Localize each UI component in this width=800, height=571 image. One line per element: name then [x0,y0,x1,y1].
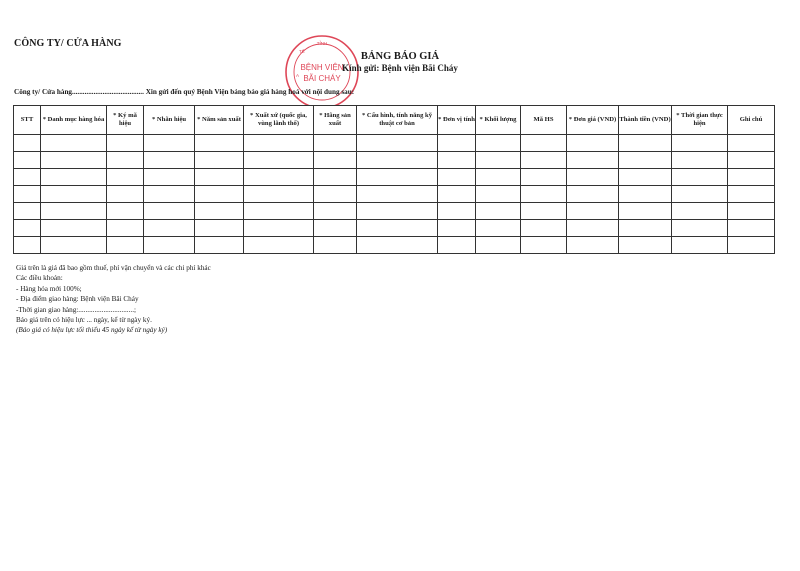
table-row [14,186,775,203]
table-cell [357,135,438,152]
table-cell [521,186,567,203]
table-cell [244,169,314,186]
term-validity-minimum: (Báo giá có hiệu lực tối thiểu 45 ngày kể từ ngày ký) [16,326,168,335]
table-cell [314,203,357,220]
table-cell [438,220,476,237]
table-cell [14,135,41,152]
table-cell [672,220,728,237]
table-cell [728,135,775,152]
table-cell [728,186,775,203]
terms-heading: Các điều khoản: [16,274,63,283]
table-cell [195,237,244,254]
table-cell [521,237,567,254]
table-cell [476,135,521,152]
table-cell [244,152,314,169]
table-cell [619,186,672,203]
table-body [14,135,775,254]
table-cell [107,203,144,220]
table-cell [357,220,438,237]
quotation-table [13,105,775,254]
table-cell [619,169,672,186]
table-cell [672,135,728,152]
svg-text:BỆNH VIỆN: BỆNH VIỆN [300,63,344,72]
table-header-row [14,106,775,135]
table-cell [14,203,41,220]
table-cell [41,152,107,169]
column-header-hs-code: Mã HS [521,106,567,135]
table-cell [244,186,314,203]
table-cell [438,203,476,220]
table-cell [567,152,619,169]
table-cell [521,169,567,186]
table-cell [41,203,107,220]
table-cell [14,237,41,254]
table-cell [357,203,438,220]
table-cell [244,135,314,152]
table-cell [107,186,144,203]
table-cell [619,135,672,152]
term-validity: Báo giá trên có hiệu lực ... ngày, kể từ ngày ký. [16,316,152,325]
table-cell [672,169,728,186]
table-cell [728,169,775,186]
table-cell [438,135,476,152]
table-cell [144,152,195,169]
table-cell [357,169,438,186]
column-header-quantity: * Khối lượng [476,106,521,135]
column-header-origin: * Xuất xứ (quốc gia, vùng lãnh thổ) [244,106,314,135]
table-cell [567,220,619,237]
table-cell [619,203,672,220]
table-cell [728,237,775,254]
table-cell [476,220,521,237]
terms-notes [16,263,211,336]
table-cell [438,237,476,254]
table-cell [476,169,521,186]
table-cell [41,186,107,203]
column-header-total: Thành tiền (VND) [619,106,672,135]
price-note: Giá trên là giá đã bao gồm thuế, phí vận chuyển và các chi phí khác [16,264,211,272]
table-cell [144,220,195,237]
table-cell [357,186,438,203]
table-cell [144,203,195,220]
company-heading: CÔNG TY/ CỬA HÀNG [14,38,122,49]
document-recipient: Kính gửi: Bệnh viện Bãi Cháy [342,63,458,73]
table-cell [357,152,438,169]
table-cell [107,237,144,254]
column-header-model-code: * Ký mã hiệu [107,106,144,135]
table-cell [107,169,144,186]
table-row [14,135,775,152]
table-cell [195,135,244,152]
table-cell [314,152,357,169]
table-cell [619,152,672,169]
table-cell [619,237,672,254]
table-cell [144,135,195,152]
table-cell [144,186,195,203]
table-cell [14,186,41,203]
table-cell [619,220,672,237]
table-cell [144,237,195,254]
table-row [14,169,775,186]
table-cell [107,152,144,169]
table-cell [672,237,728,254]
table-cell [195,186,244,203]
table-cell [476,237,521,254]
table-cell [567,186,619,203]
table-cell [195,169,244,186]
table-row [14,203,775,220]
table-cell [41,135,107,152]
table-cell [521,135,567,152]
table-cell [728,203,775,220]
table-row [14,220,775,237]
table-cell [314,169,357,186]
table-cell [244,220,314,237]
intro-line: Công ty/ Cửa hàng........................................ Xin gửi đến quý Bệnh Viện bảng báo giá hàng hoá với nội dung sau: [14,88,355,96]
table-cell [567,135,619,152]
table-cell [244,237,314,254]
table-cell [314,186,357,203]
table-cell [195,203,244,220]
svg-text:BÃI CHÁY: BÃI CHÁY [303,74,341,83]
table-cell [41,220,107,237]
table-cell [107,135,144,152]
table-cell [476,152,521,169]
table-cell [521,203,567,220]
table-cell [438,169,476,186]
table-cell [672,152,728,169]
column-header-delivery-time: * Thời gian thực hiện [672,106,728,135]
table-cell [672,186,728,203]
table-cell [476,203,521,220]
column-header-brand: * Nhãn hiệu [144,106,195,135]
table-cell [14,169,41,186]
table-cell [144,169,195,186]
table-row [14,152,775,169]
table-cell [195,152,244,169]
table-cell [314,220,357,237]
term-new-goods: - Hàng hóa mới 100%; [16,284,82,293]
column-header-item-category: * Danh mục hàng hóa [41,106,107,135]
column-header-unit: * Đơn vị tính [438,106,476,135]
table-cell [672,203,728,220]
table-cell [438,186,476,203]
table-cell [438,152,476,169]
column-header-manufacturer: * Hãng sản xuất [314,106,357,135]
table-cell [728,220,775,237]
table-cell [521,220,567,237]
table-cell [195,220,244,237]
column-header-stt: STT [14,106,41,135]
svg-text:TẾ: TẾ [299,49,305,54]
table-row [14,237,775,254]
svg-text:A: A [296,73,300,78]
column-header-notes: Ghi chú [728,106,775,135]
column-header-manufacture-year: * Năm sản xuất [195,106,244,135]
term-delivery-time: -Thời gian giao hàng:...............................; [16,305,136,314]
table-cell [14,152,41,169]
table-cell [476,186,521,203]
table-cell [41,237,107,254]
table-cell [41,169,107,186]
term-delivery-location: - Địa điểm giao hàng: Bệnh viện Bãi Cháy [16,295,139,304]
column-header-specifications: * Cấu hình, tính năng kỹ thuật cơ bản [357,106,438,135]
table-cell [728,152,775,169]
table-cell [567,203,619,220]
table-cell [314,237,357,254]
svg-text:TỈNH: TỈNH [316,41,328,46]
table-cell [244,203,314,220]
table-cell [357,237,438,254]
table-cell [567,169,619,186]
table-cell [14,220,41,237]
table-cell [107,220,144,237]
table-cell [314,135,357,152]
column-header-unit-price: * Đơn giá (VND) [567,106,619,135]
document-title: BẢNG BÁO GIÁ [360,51,440,62]
table-cell [521,152,567,169]
table-cell [567,237,619,254]
